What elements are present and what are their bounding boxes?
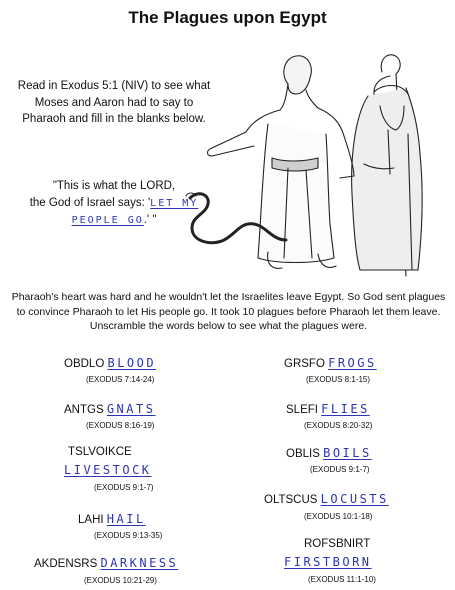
- plague-row-4: [78, 512, 146, 526]
- answer-blank[interactable]: LIVESTOCK: [64, 463, 152, 477]
- plague-row-10-scrambled: [304, 538, 370, 550]
- plague-row-10-answer: [284, 555, 372, 569]
- scrambled-word: GRSFO: [284, 358, 325, 370]
- scrambled-word: OBLIS: [286, 448, 320, 460]
- answer-blank[interactable]: FIRSTBORN: [284, 555, 372, 569]
- scrambled-word: OBDLO: [64, 358, 105, 370]
- scrambled-word: TSLVOIKCE: [68, 446, 132, 458]
- plague-row-3-answer: [64, 463, 152, 477]
- quote-answer-1[interactable]: LET MY: [150, 197, 199, 209]
- scripture-ref: (EXODUS 9:1-7): [310, 465, 370, 474]
- scrambled-word: ANTGS: [64, 404, 104, 416]
- intro-text: Read in Exodus 5:1 (NIV) to see what Moses and Aaron had to say to Pharaoh and fill in the blanks below.: [17, 80, 211, 125]
- scripture-ref: (EXODUS 11:1-10): [308, 575, 376, 584]
- scrambled-word: OLTSCUS: [264, 494, 318, 506]
- scripture-ref: (EXODUS 9:1-7): [94, 483, 154, 492]
- answer-blank[interactable]: BOILS: [323, 446, 372, 460]
- scrambled-word: LAHI: [78, 514, 104, 526]
- plague-row-9: [264, 492, 389, 506]
- scripture-ref: (EXODUS 8:16-19): [86, 421, 155, 430]
- answer-blank[interactable]: BLOOD: [107, 356, 157, 370]
- answer-blank[interactable]: FLIES: [321, 402, 370, 416]
- plague-row-5: [34, 556, 178, 570]
- plague-row-2: [64, 402, 155, 416]
- quote-line-3: PEOPLE GO.' ": [71, 214, 157, 226]
- scrambled-word: ROFSBNIRT: [304, 538, 371, 550]
- scrambled-word: AKDENSRS: [34, 558, 98, 570]
- scripture-ref: (EXODUS 10:21-29): [84, 576, 157, 585]
- answer-blank[interactable]: FROGS: [328, 356, 377, 370]
- answer-blank[interactable]: GNATS: [106, 402, 156, 416]
- scripture-ref: (EXODUS 8:20-32): [304, 421, 373, 430]
- quote-answer-2[interactable]: PEOPLE GO: [71, 215, 144, 226]
- scripture-ref: (EXODUS 9:13-35): [94, 531, 163, 540]
- answer-blank[interactable]: DARKNESS: [100, 556, 179, 570]
- scripture-ref: (EXODUS 8:1-15): [306, 375, 371, 384]
- answer-blank[interactable]: HAIL: [106, 512, 146, 526]
- plague-row-3-scrambled: [68, 446, 132, 458]
- quote-line-1: "This is what the LORD,: [52, 180, 176, 192]
- instructions-paragraph: Pharaoh's heart was hard and he wouldn't let the Israelites leave Egypt. So God sent plagues to convince Pharaoh to let His people go. It took 10 plagues before Pharaoh let them leave. Unscramble the words below to see what the plagues were.: [11, 291, 446, 332]
- answer-blank[interactable]: LOCUSTS: [320, 492, 389, 506]
- plague-row-1: [64, 356, 156, 370]
- plague-row-6: [284, 356, 377, 370]
- page-title: The Plagues upon Egypt: [128, 8, 327, 27]
- quote-line-2: the God of Israel says: 'LET MY: [29, 196, 199, 209]
- scripture-ref: (EXODUS 10:1-18): [304, 512, 373, 521]
- scrambled-word: SLEFI: [286, 404, 318, 416]
- plague-row-7: [286, 402, 370, 416]
- plague-row-8: [286, 446, 372, 460]
- scripture-ref: (EXODUS 7:14-24): [86, 375, 155, 384]
- moses-aaron-illustration: [168, 44, 453, 284]
